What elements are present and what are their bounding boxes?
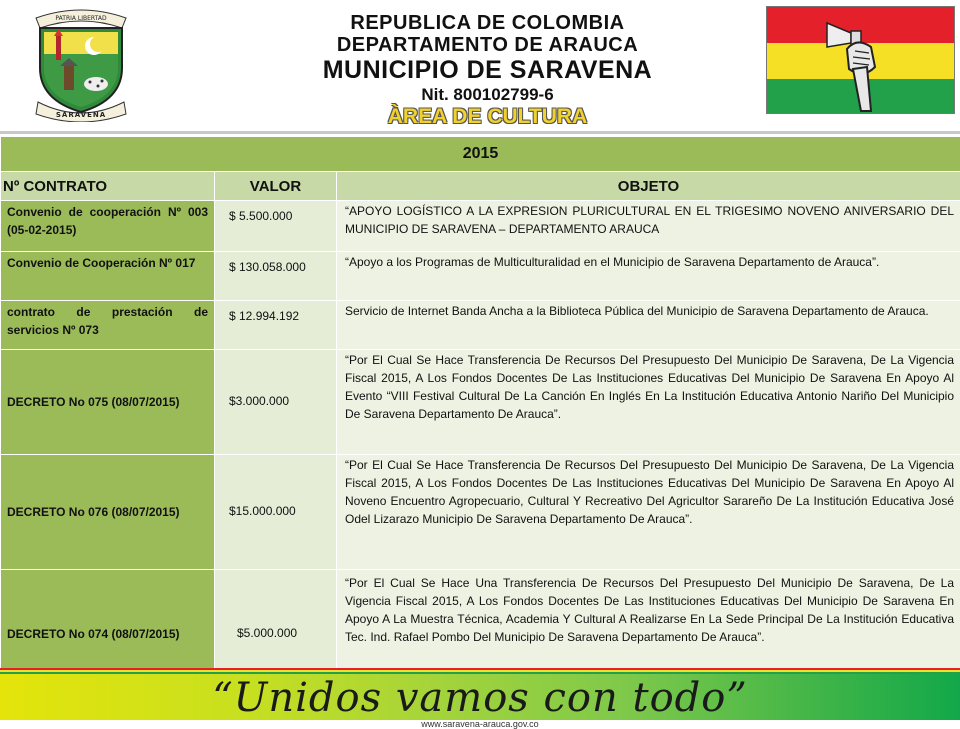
year-header-row bbox=[1, 137, 960, 172]
table-row bbox=[1, 201, 960, 252]
header-line-republica: REPUBLICA DE COLOMBIA bbox=[290, 12, 685, 34]
document-footer bbox=[0, 668, 960, 720]
cell-objeto: “Por El Cual Se Hace Una Transferencia De Recursos Del Presupuesto Del Municipio De Saravena, De La Vigencia Fiscal 2015, A Los Fondos Docentes De Las Instituciones Educativas Del Municipio De Saravena En Apoyo A La Muestra Técnica, Academia Y Cultural A Realizarse En La Sede Principal De La Institución Educativa Tec. Ind. Rafael Pombo Del Municipio De Saravena Departamento De Arauca”. bbox=[337, 570, 960, 699]
footer-band bbox=[0, 674, 960, 720]
cell-objeto: “Apoyo a los Programas de Multiculturalidad en el Municipio de Saravena Departamento de Arauca”. bbox=[337, 252, 960, 301]
header-title-block bbox=[290, 12, 685, 129]
cell-valor: $3.000.000 bbox=[215, 350, 337, 455]
header-nit: Nit. 800102799-6 bbox=[290, 84, 685, 105]
cell-valor: $ 130.058.000 bbox=[215, 252, 337, 301]
column-header-row bbox=[1, 172, 960, 201]
cell-valor: $ 5.500.000 bbox=[215, 201, 337, 252]
header-area-cultura: ÀREA DE CULTURA bbox=[290, 105, 685, 129]
cell-valor: $ 12.994.192 bbox=[215, 301, 337, 350]
cell-contrato: DECRETO No 074 (08/07/2015) bbox=[1, 570, 215, 699]
municipal-crest-icon bbox=[30, 4, 132, 122]
municipal-flag-icon bbox=[766, 6, 955, 114]
header-divider bbox=[0, 131, 960, 134]
header-line-municipio: MUNICIPIO DE SARAVENA bbox=[290, 56, 685, 84]
cell-contrato: contrato de prestación de servicios Nº 073 bbox=[1, 301, 215, 350]
table-row bbox=[1, 350, 960, 455]
cell-contrato: DECRETO No 075 (08/07/2015) bbox=[1, 350, 215, 455]
footer-website: www.saravena-arauca.gov.co bbox=[0, 719, 960, 729]
header-line-departamento: DEPARTAMENTO DE ARAUCA bbox=[290, 34, 685, 56]
cell-objeto: Servicio de Internet Banda Ancha a la Biblioteca Pública del Municipio de Saravena Departamento de Arauca. bbox=[337, 301, 960, 350]
contracts-table bbox=[0, 136, 960, 699]
column-header-objeto: OBJETO bbox=[337, 172, 960, 201]
table-row bbox=[1, 252, 960, 301]
column-header-contrato: Nº CONTRATO bbox=[1, 172, 215, 201]
cell-objeto: “Por El Cual Se Hace Transferencia De Recursos Del Presupuesto Del Municipio De Saravena, De La Vigencia Fiscal 2015, A Los Fondos Docentes De Las Instituciones Educativas Del Municipio De Saravena En Apoyo Al Noveno Encuentro Agropecuario, Cultural Y Recreativo Del Agricultor Sarareño De La Institución Educativa José Odel Lizarazo Municipio De Saravena Departamento De Arauca”. bbox=[337, 455, 960, 570]
cell-valor: $15.000.000 bbox=[215, 455, 337, 570]
cell-objeto: “APOYO LOGÍSTICO A LA EXPRESION PLURICULTURAL EN EL TRIGESIMO NOVENO ANIVERSARIO DEL MUNICIPIO DE SARAVENA – DEPARTAMENTO ARAUCA bbox=[337, 201, 960, 252]
cell-objeto: “Por El Cual Se Hace Transferencia De Recursos Del Presupuesto Del Municipio De Saravena, De La Vigencia Fiscal 2015, A Los Fondos Docentes De Las Instituciones Educativas Del Municipio De Saravena En Apoyo Al Evento “VIII Festival Cultural De La Canción En Inglés En La Institución Educativa Antonio Nariño Del Municipio De Saravena Departamento De Arauca”. bbox=[337, 350, 960, 455]
column-header-valor: VALOR bbox=[215, 172, 337, 201]
crest-bottom-banner: SARAVENA bbox=[56, 111, 106, 119]
cell-contrato: Convenio de cooperación Nº 003 (05-02-2015) bbox=[1, 201, 215, 252]
table-row bbox=[1, 455, 960, 570]
table-row bbox=[1, 301, 960, 350]
document-header bbox=[0, 0, 960, 134]
crest-top-banner: PATRIA LIBERTAD bbox=[55, 15, 107, 22]
year-title: 2015 bbox=[1, 137, 960, 172]
footer-slogan: “Unidos vamos con todo” bbox=[0, 676, 960, 720]
cell-contrato: DECRETO No 076 (08/07/2015) bbox=[1, 455, 215, 570]
cell-valor: $5.000.000 bbox=[215, 570, 337, 699]
cell-contrato: Convenio de Cooperación Nº 017 bbox=[1, 252, 215, 301]
